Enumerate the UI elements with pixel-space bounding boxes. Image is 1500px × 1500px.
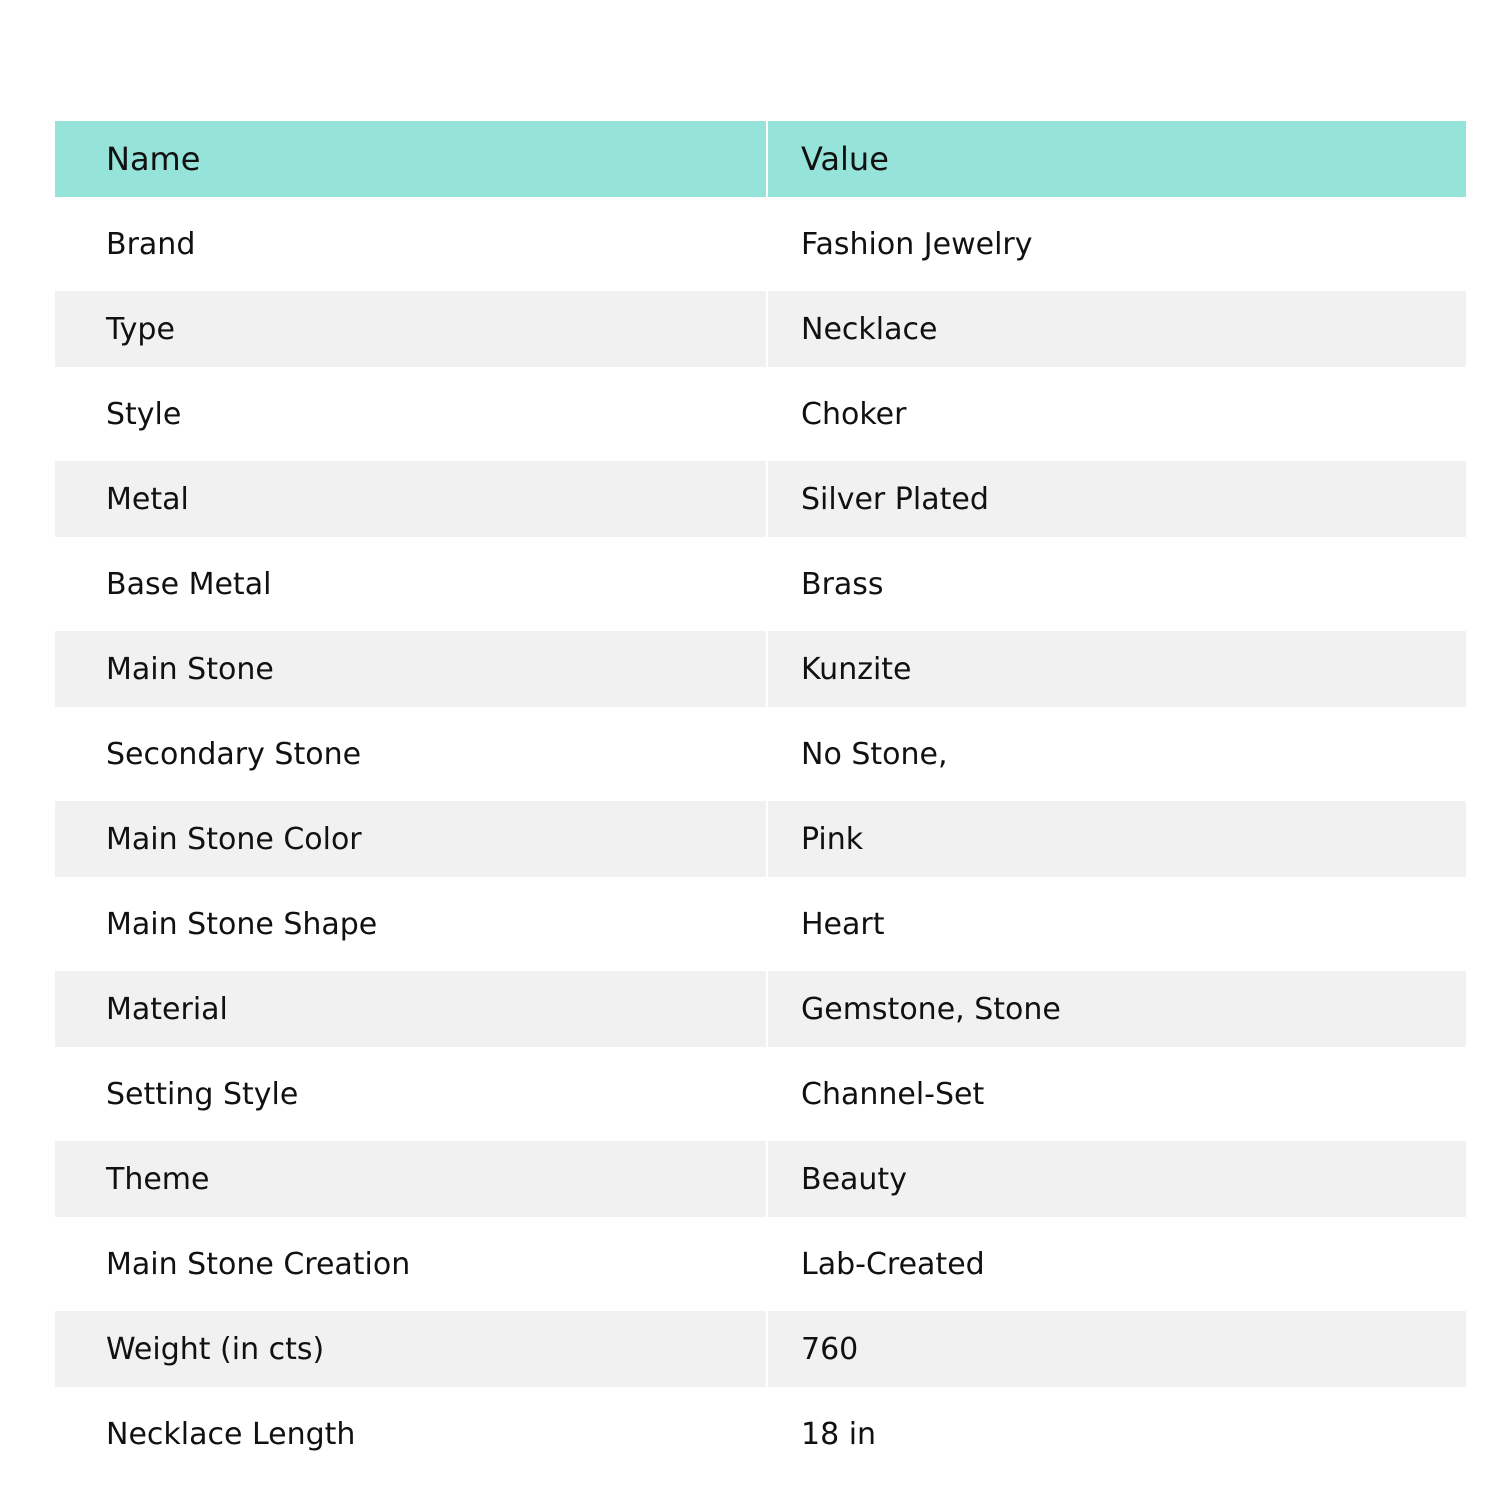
row-name-cell: Style	[55, 367, 766, 461]
row-name-cell: Brand	[55, 197, 766, 291]
table-row	[55, 877, 1466, 971]
row-value-cell: Pink	[768, 801, 1466, 877]
row-value-cell: Kunzite	[768, 631, 1466, 707]
table-row	[55, 707, 1466, 801]
spec-table	[55, 121, 1466, 1481]
row-value-cell: 18 in	[768, 1387, 1466, 1481]
row-value-cell: Gemstone, Stone	[768, 971, 1466, 1047]
row-value-cell: Silver Plated	[768, 461, 1466, 537]
row-name-cell: Theme	[55, 1141, 766, 1217]
row-name-cell: Setting Style	[55, 1047, 766, 1141]
table-row	[55, 1047, 1466, 1141]
row-value-cell: Fashion Jewelry	[768, 197, 1466, 291]
row-name-cell: Metal	[55, 461, 766, 537]
table-header	[55, 121, 1466, 197]
row-name-cell: Type	[55, 291, 766, 367]
table-row	[55, 367, 1466, 461]
table-row	[55, 291, 1466, 367]
table-row	[55, 197, 1466, 291]
row-name-cell: Main Stone Color	[55, 801, 766, 877]
column-header-name: Name	[55, 121, 766, 197]
row-value-cell: 760	[768, 1311, 1466, 1387]
table-row	[55, 971, 1466, 1047]
table-row	[55, 1141, 1466, 1217]
row-name-cell: Secondary Stone	[55, 707, 766, 801]
row-value-cell: Heart	[768, 877, 1466, 971]
row-value-cell: Brass	[768, 537, 1466, 631]
table-row	[55, 1217, 1466, 1311]
table-row	[55, 461, 1466, 537]
column-header-value: Value	[768, 121, 1466, 197]
row-value-cell: Choker	[768, 367, 1466, 461]
row-name-cell: Base Metal	[55, 537, 766, 631]
row-name-cell: Material	[55, 971, 766, 1047]
row-name-cell: Main Stone Shape	[55, 877, 766, 971]
table-row	[55, 801, 1466, 877]
table-row	[55, 1311, 1466, 1387]
row-value-cell: Necklace	[768, 291, 1466, 367]
table-row	[55, 537, 1466, 631]
row-name-cell: Weight (in cts)	[55, 1311, 766, 1387]
row-name-cell: Main Stone Creation	[55, 1217, 766, 1311]
table-row	[55, 1387, 1466, 1481]
row-name-cell: Main Stone	[55, 631, 766, 707]
row-value-cell: Channel-Set	[768, 1047, 1466, 1141]
table-body	[55, 197, 1466, 1481]
row-value-cell: Beauty	[768, 1141, 1466, 1217]
row-value-cell: No Stone,	[768, 707, 1466, 801]
row-name-cell: Necklace Length	[55, 1387, 766, 1481]
row-value-cell: Lab-Created	[768, 1217, 1466, 1311]
table-row	[55, 631, 1466, 707]
